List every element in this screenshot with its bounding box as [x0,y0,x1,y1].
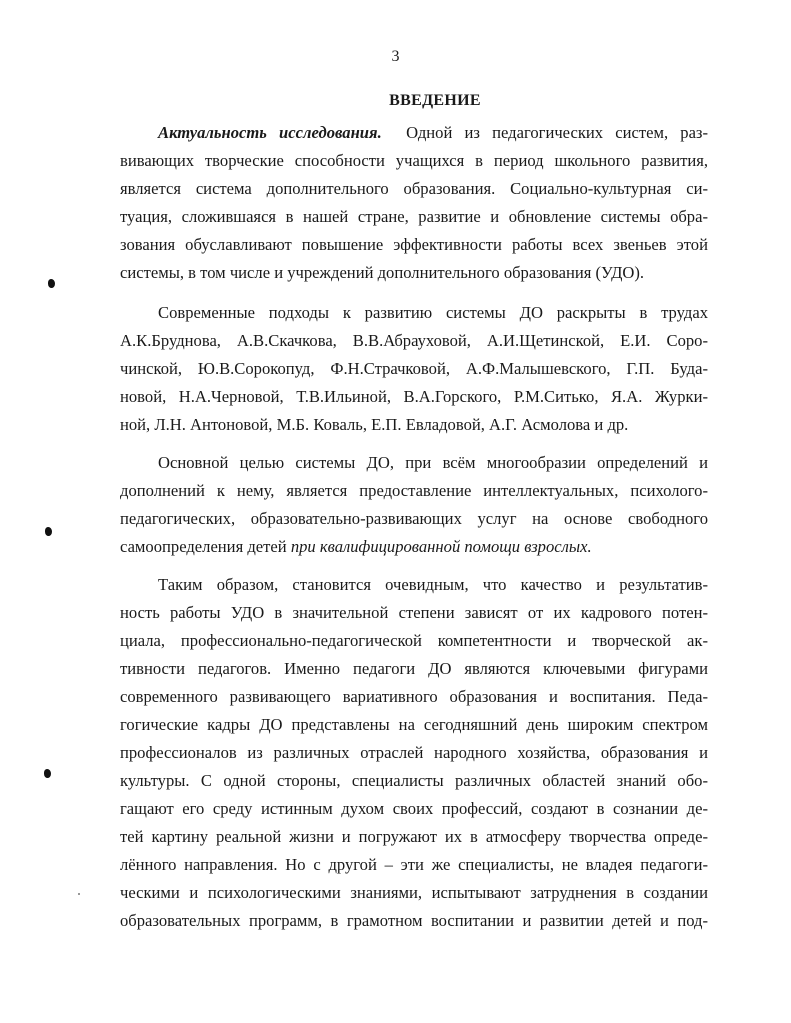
page-number: 3 [391,48,400,65]
paragraph-conclusion [120,571,708,935]
text-line: гогические кадры ДО представлены на сегодняшний день широким спектром [120,715,708,734]
text-line: является система дополнительного образования. Социально-культурная си- [120,179,708,198]
text-line: Основной целью системы ДО, при всём многообразии определений и [158,453,708,472]
text-line: самоопределения детей при квалифицированной помощи взрослых. [120,537,592,556]
paragraph-approaches [120,299,708,439]
text-line: лённого направления. Но с другой – эти же специалисты, не владея педагоги- [120,855,708,874]
text-line: туация, сложившаяся в нашей стране, развитие и обновление системы обра- [120,207,708,226]
paragraph-goal [120,449,708,561]
text-line: ческими и психологическими знаниями, испытывают затруднения в создании [120,883,708,902]
text-line: образовательных программ, в грамотном воспитании и развитии детей и под- [120,911,708,930]
text-line: новой, Н.А.Черновой, Т.В.Ильиной, В.А.Горского, Р.М.Ситько, Я.А. Журки- [120,387,708,406]
text-line: зования обуславливают повышение эффективности работы всех звеньев этой [120,235,708,254]
text-line: педагогических, образовательно-развивающих услуг на основе свободного [120,509,708,528]
italic-phrase: при квалифицированной помощи взрослых. [290,537,592,556]
text-line: ность работы УДО в значительной степени зависят от их кадрового потен- [120,603,708,622]
binding-hole-mark [45,527,52,536]
section-heading: ВВЕДЕНИЕ [389,92,481,109]
text-line: системы, в том числе и учреждений дополнительного образования (УДО). [120,263,645,282]
text-line: современного развивающего вариативного образования и воспитания. Педа- [120,687,708,706]
text-line: гащают его среду истинным духом своих профессий, создают в сознании де- [120,799,708,818]
text-line: дополнений к нему, является предоставление интеллектуальных, психолого- [120,481,708,500]
binding-hole-mark [44,769,51,778]
text-line: ной, Л.Н. Антоновой, М.Б. Коваль, Е.П. Евладовой, А.Г. Асмолова и др. [120,415,629,434]
relevance-lead: Актуальность исследования. [158,123,382,142]
text-line: тей картину реальной жизни и погружают их в атмосферу творчества опреде- [120,827,708,846]
text-line: профессионалов из различных отраслей народного хозяйства, образования и [120,743,708,762]
binding-hole-mark [48,279,55,288]
text-line: А.К.Бруднова, А.В.Скачкова, В.В.Абрауховой, А.И.Щетинской, Е.И. Соро- [120,331,708,350]
text-line: тивности педагогов. Именно педагоги ДО являются ключевыми фигурами [120,659,708,678]
text-line: вивающих творческие способности учащихся в период школьного развития, [120,151,708,170]
text-line: чинской, Ю.В.Сорокопуд, Ф.Н.Страчковой, А.Ф.Малышевского, Г.П. Буда- [120,359,708,378]
text-line: Актуальность исследования. Одной из педагогических систем, раз- [158,123,709,142]
paragraph-relevance [120,119,708,287]
scan-speck [78,893,80,895]
text-line: Современные подходы к развитию системы ДО раскрыты в трудах [158,303,708,322]
text-line: циала, профессионально-педагогической компетентности и творческой ак- [120,631,708,650]
text-line: Таким образом, становится очевидным, что качество и результатив- [158,575,708,594]
text-line: культуры. С одной стороны, специалисты различных областей знаний обо- [120,771,708,790]
